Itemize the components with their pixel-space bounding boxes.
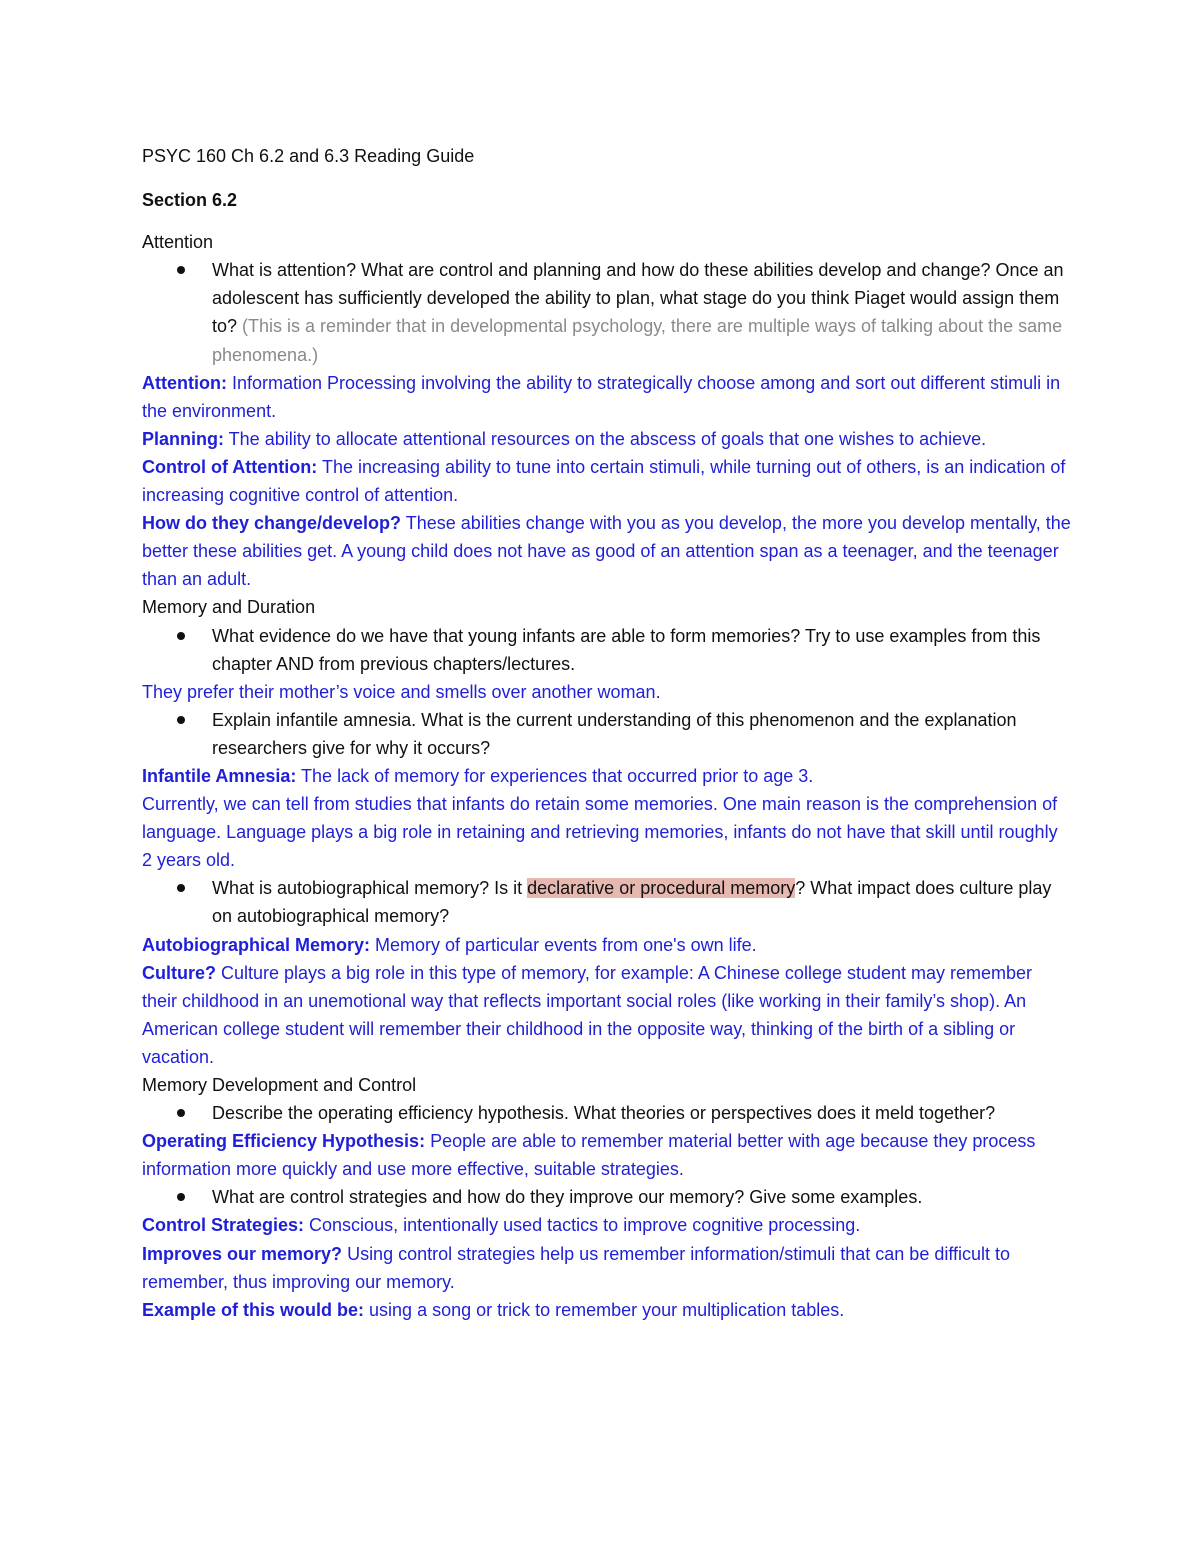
question-list <box>142 622 1072 678</box>
answer <box>142 1211 1072 1239</box>
answer-label: Attention: <box>142 372 227 393</box>
bullet-icon <box>177 632 185 640</box>
topic-heading-memory-development: Memory Development and Control <box>142 1075 417 1095</box>
question-text: What is attention? What are control and planning and how do these abilities develop and change? Once an adolescent has sufficiently developed the ability to plan, what stage do you think Piaget would assign them to? <box>212 260 1064 337</box>
answer-text: These abilities change with you as you develop, the more you develop mentally, the better these abilities get. A young child does not have as good of an attention span as a teenager, and the teenager than an adult. <box>142 513 1071 590</box>
answer-label: How do they change/develop? <box>142 513 402 534</box>
answer-text: Information Processing involving the ability to strategically choose among and sort out different stimuli in the environment. <box>142 372 1061 421</box>
answer <box>142 762 1072 790</box>
question-list <box>142 1099 1072 1127</box>
question-list <box>142 874 1072 930</box>
answer-label: Culture? <box>142 962 216 983</box>
answer-text: The increasing ability to tune into certain stimuli, while turning out of others, is an indication of increasing cognitive control of attention. <box>142 456 1066 506</box>
answer-label: Improves our memory? <box>142 1243 343 1264</box>
question-text: ? What impact does culture play on autobiographical memory? <box>212 878 1052 927</box>
answer-text: Currently, we can tell from studies that infants do retain some memories. One main reason is the comprehension of language. Language plays a big role in retaining and retrieving memories, infants do not have that skill until roughly 2 years old. <box>142 794 1058 871</box>
answer <box>142 509 1072 593</box>
question-list <box>142 1183 1072 1211</box>
question-item <box>142 874 1072 930</box>
question-item <box>142 622 1072 678</box>
highlighted-text: declarative or procedural memory <box>527 878 796 899</box>
section-heading: Section 6.2 <box>142 190 238 211</box>
answer-text: Conscious, intentionally used tactics to improve cognitive processing. <box>304 1215 861 1236</box>
answer-label: Control of Attention: <box>142 456 318 477</box>
question-text: What is autobiographical memory? Is it <box>212 878 528 899</box>
question-item <box>142 706 1072 762</box>
question-note: (This is a reminder that in developmental psychology, there are multiple ways of talking about the same phenomena.) <box>212 316 1063 365</box>
answer-label: Control Strategies: <box>142 1215 305 1236</box>
answer <box>142 1240 1072 1296</box>
answer-label: Example of this would be: <box>142 1299 365 1320</box>
question-list <box>142 706 1072 762</box>
answer-label: Planning: <box>142 428 224 449</box>
answer <box>142 425 1072 453</box>
bullet-icon <box>177 1193 185 1201</box>
answer-text: They prefer their mother’s voice and smells over another woman. <box>142 681 661 702</box>
question-list <box>142 256 1072 368</box>
answer-text: People are able to remember material better with age because they process information more quickly and use more effective, suitable strategies. <box>142 1131 1036 1180</box>
question-item <box>142 1099 1072 1127</box>
answer-text: The ability to allocate attentional resources on the abscess of goals that one wishes to achieve. <box>224 428 987 449</box>
question-item <box>142 256 1072 368</box>
question-text: Describe the operating efficiency hypothesis. What theories or perspectives does it meld together? <box>212 1103 996 1124</box>
bullet-icon <box>177 266 185 274</box>
answer <box>142 931 1072 959</box>
answer-label: Operating Efficiency Hypothesis: <box>142 1131 426 1152</box>
bullet-icon <box>177 1109 185 1117</box>
question-item <box>142 1183 1072 1211</box>
document-title: PSYC 160 Ch 6.2 and 6.3 Reading Guide <box>142 146 475 166</box>
question-text: What evidence do we have that young infants are able to form memories? Try to use examples from this chapter AND from previous chapters/lectures. <box>212 625 1041 674</box>
question-text: Explain infantile amnesia. What is the current understanding of this phenomenon and the explanation researchers give for why it occurs? <box>212 709 1017 758</box>
topic-heading-memory-duration: Memory and Duration <box>142 597 316 618</box>
answer-label: Infantile Amnesia: <box>142 765 297 786</box>
bullet-icon <box>177 884 185 892</box>
document-body <box>142 142 1072 1324</box>
bullet-icon <box>177 716 185 724</box>
question-text: What are control strategies and how do they improve our memory? Give some examples. <box>212 1187 923 1208</box>
answer-label: Autobiographical Memory: <box>142 934 371 955</box>
answer-text: using a song or trick to remember your multiplication tables. <box>364 1299 845 1320</box>
answer-text: Using control strategies help us remember information/stimuli that can be difficult to remember, thus improving our memory. <box>142 1243 1011 1292</box>
answer <box>142 453 1072 509</box>
answer-text: Memory of particular events from one's own life. <box>370 934 757 955</box>
answer <box>142 369 1072 425</box>
answer <box>142 959 1072 1071</box>
answer <box>142 1127 1072 1183</box>
answer <box>142 1296 1072 1324</box>
topic-heading-attention: Attention <box>142 232 214 253</box>
answer-text: The lack of memory for experiences that occurred prior to age 3. <box>296 765 814 786</box>
answer-text: Culture plays a big role in this type of memory, for example: A Chinese college student may remember their childhood in an unemotional way that reflects important social roles (like working in their family’s shop). An American college student will remember their childhood in the opposite way, thinking of the birth of a sibling or vacation. <box>142 962 1033 1067</box>
